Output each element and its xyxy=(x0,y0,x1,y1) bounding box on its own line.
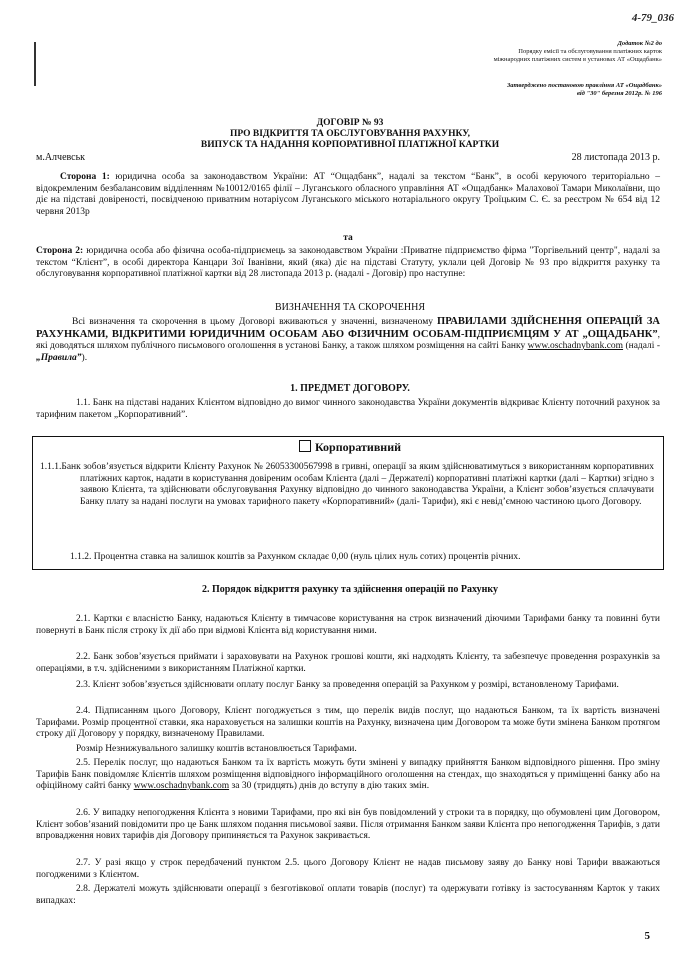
contract-city: м.Алчевськ xyxy=(36,152,86,163)
and-separator: та xyxy=(343,233,353,243)
archive-stamp: 4-79_036 xyxy=(631,12,674,24)
clause-2-8: 2.8. Держателі можуть здійснювати операції з безготівкової оплати товарів (послуг) та одержувати готівку із застосуванням Карток у таких випадках: xyxy=(36,884,660,906)
margin-mark xyxy=(34,42,36,86)
approval-line-1: Затверджено постановою правління АТ «Ощадбанк» xyxy=(506,82,662,89)
definitions-text xyxy=(36,316,660,364)
clause-2-3: 2.3. Клієнт зобов’язується здійснювати оплату послуг Банку за проведення операцій за Рахунком у розмірі, встановленому Тарифами. xyxy=(76,680,619,690)
clause-2-4: 2.4. Підписанням цього Договору, Клієнт погоджується з тим, що перелік видів послуг, що надаються Банком, та їх вартість визначені Тарифами. Розмір процентної ставки, яка нараховується на залишки коштів на Рахунку, визначена цим Договором та може бути змінена Банком протягом строку дії Договору у порядку, визначеному Правилами. xyxy=(36,706,660,740)
annex-line-3: міжнародних платіжних систем в установах АТ «Ощадбанк» xyxy=(493,56,662,63)
checkbox-icon xyxy=(299,440,311,452)
definitions-heading: ВИЗНАЧЕННЯ ТА СКОРОЧЕННЯ xyxy=(274,302,426,313)
definitions-text-c: (надалі - xyxy=(623,341,660,352)
party-1-text: юридична особа за законодавством України: АТ “Ощадбанк”, надалі за текстом “Банк”, в особі керуючого територіально – відокремленим безбалансовим відділенням №10012/0165 філії – Луганського обласного управління АТ «Ощадбанк» Малахової Тамари Миколаївни, що діє на підставі довіреності, посвідченою приватним нотаріусом Луганського міського нотаріального округу Троїцьким С. Є. за реєстром № 654 від 12 червня 2013р xyxy=(36,172,661,217)
section-2-heading: 2. Порядок відкриття рахунку та здійснення операцій по Рахунку xyxy=(201,584,499,595)
tariff-package-name: Корпоративний xyxy=(314,440,402,454)
clause-2-7: 2.7. У разі якщо у строк передбачений пунктом 2.5. цього Договору Клієнт не надав письмову заяву до Банку нові Тарифи вважаються погодженими з Клієнтом. xyxy=(36,858,660,880)
contract-title xyxy=(0,118,700,151)
title-line-3: ВИПУСК ТА НАДАННЯ КОРПОРАТИВНОЇ ПЛАТІЖНОЇ КАРТКИ xyxy=(200,140,500,150)
approval-note xyxy=(507,82,662,98)
section-1-heading: 1. ПРЕДМЕТ ДОГОВОРУ. xyxy=(290,383,410,394)
annex-line-2: Порядку емісії та обслуговування платіжних карток xyxy=(518,48,662,55)
clause-1-1-1: 1.1.1.Банк зобов’язується відкрити Клієнту Рахунок № 26053300567998 в гривні, операції за яким здійснюватимуться з використанням корпоративних платіжних карток, надати в користування довіреним особам Клієнта (далі – Держателі) корпоративні платіжні картки (далі – Картки) згідно з заявою Клієнта, та здійснювати обслуговування Рахунку відповідно до чинного законодавства України, а Клієнт зобов’язується сплачувати Банку плату за надані послуги на умовах тарифного пакету «Корпоративний» (далі- Тарифи), які є невід’ємною частиною цього Договору. xyxy=(40,462,654,507)
rules-short-name: „Правила” xyxy=(36,352,82,363)
clause-2-4-note: Розмір Незнижувального залишку коштів встановлюється Тарифами. xyxy=(76,744,357,754)
party-1-label: Сторона 1: xyxy=(60,172,110,182)
clause-2-5-text-a: 2.5. Перелік послуг, що надаються Банком та їх вартість можуть бути змінені у випадку прийняття Банком відповідного рішення. Про зміну Тарифів Банк повідомляє Клієнтів шляхом розміщення відповідного інформаційного оголошення на стендах, що знаходяться у приміщенні банку або на офіційному сайті банку xyxy=(36,758,660,792)
definitions-text-b: , які доводяться шляхом публічного письмового оголошення в установі Банку, а також шляхом розміщення на сайті Банку xyxy=(36,329,660,352)
party-1 xyxy=(36,172,660,218)
bank-site-link-2[interactable]: www.oschadnybank.com xyxy=(133,781,230,792)
approval-line-2: від "30" березня 2012р. № 196 xyxy=(576,90,662,97)
definitions-text-a: Всі визначення та скорочення в цьому Договорі вживаються у значенні, визначеному xyxy=(72,317,438,327)
title-line-1: ДОГОВІР № 93 xyxy=(316,118,384,128)
clause-1-1-2: 1.1.2. Процентна ставка на залишок коштів за Рахунком складає 0,00 (нуль цілих нуль сотих) процентів річних. xyxy=(70,552,521,562)
clause-2-6: 2.6. У випадку непогодження Клієнта з новими Тарифами, про які він був повідомлений у строки та в порядку, що обумовлені цим Договором, Клієнт зобов’язаний повідомити про це Банк шляхом подання письмової заяви. Після отримання Банком заяви Клієнта про непогодження Тарифів, з дати впровадження нових тарифів дія Договору припиняється та Рахунок закривається. xyxy=(36,808,660,842)
clause-2-5 xyxy=(36,758,660,793)
clause-2-2: 2.2. Банк зобов’язується приймати і зараховувати на Рахунок грошові кошти, які надходять Клієнту, та забезпечує проведення розрахунків за операціями, в т.ч. здійсненими з використанням Платіжної картки. xyxy=(36,652,660,674)
title-line-2: ПРО ВІДКРИТТЯ ТА ОБСЛУГОВУВАННЯ РАХУНКУ, xyxy=(230,129,470,139)
definitions-text-d: ). xyxy=(81,352,88,363)
rules-title: ПРАВИЛАМИ ЗДІЙСНЕННЯ ОПЕРАЦІЙ ЗА РАХУНКАМИ, ВІДКРИТИМИ ЮРИДИЧНИМ ОСОБАМ АБО ФІЗИЧНИМ ОСОБАМ-ПІДПРИЄМЦЯМ У АТ „ОЩАДБАНК” xyxy=(36,316,661,340)
bank-site-link[interactable]: www.oschadnybank.com xyxy=(527,341,624,352)
clause-1-1: 1.1. Банк на підставі наданих Клієнтом відповідно до вимог чинного законодавства України документів відкриває Клієнту поточний рахунок за тарифним пакетом „Корпоративний”. xyxy=(36,398,660,420)
contract-date: 28 листопада 2013 р. xyxy=(571,152,660,163)
clause-2-5-text-b: за 30 (тридцять) днів до вступу в дію таких змін. xyxy=(229,781,430,792)
annex-note xyxy=(494,40,662,64)
party-2-text: юридична особа або фізична особа-підприємець за законодавством України :Приватне підприємство фірма "Торгівельний центр", надалі за текстом “Клієнт”, в особі директора Канцари Зої Іванівни, який (яка) діє на підставі Статуту, уклали цей Договір № 93 про відкриття рахунку та обслуговування корпоративної платіжної картки від 28 листопада 2013 р. (надалі - Договір) про наступне: xyxy=(36,246,660,280)
party-2-label: Сторона 2: xyxy=(36,246,84,256)
page-number: 5 xyxy=(644,930,650,942)
clause-2-1: 2.1. Картки є власністю Банку, надаються Клієнту в тимчасове користування на строк визначений діючими Тарифами банку та повинні бути повернуті в Банк після строку їх дії або при відмові Клієнта від користування ними. xyxy=(36,614,660,636)
tariff-package-title xyxy=(0,440,700,455)
annex-line-1: Додаток №2 до xyxy=(617,40,662,47)
party-2 xyxy=(36,246,660,281)
